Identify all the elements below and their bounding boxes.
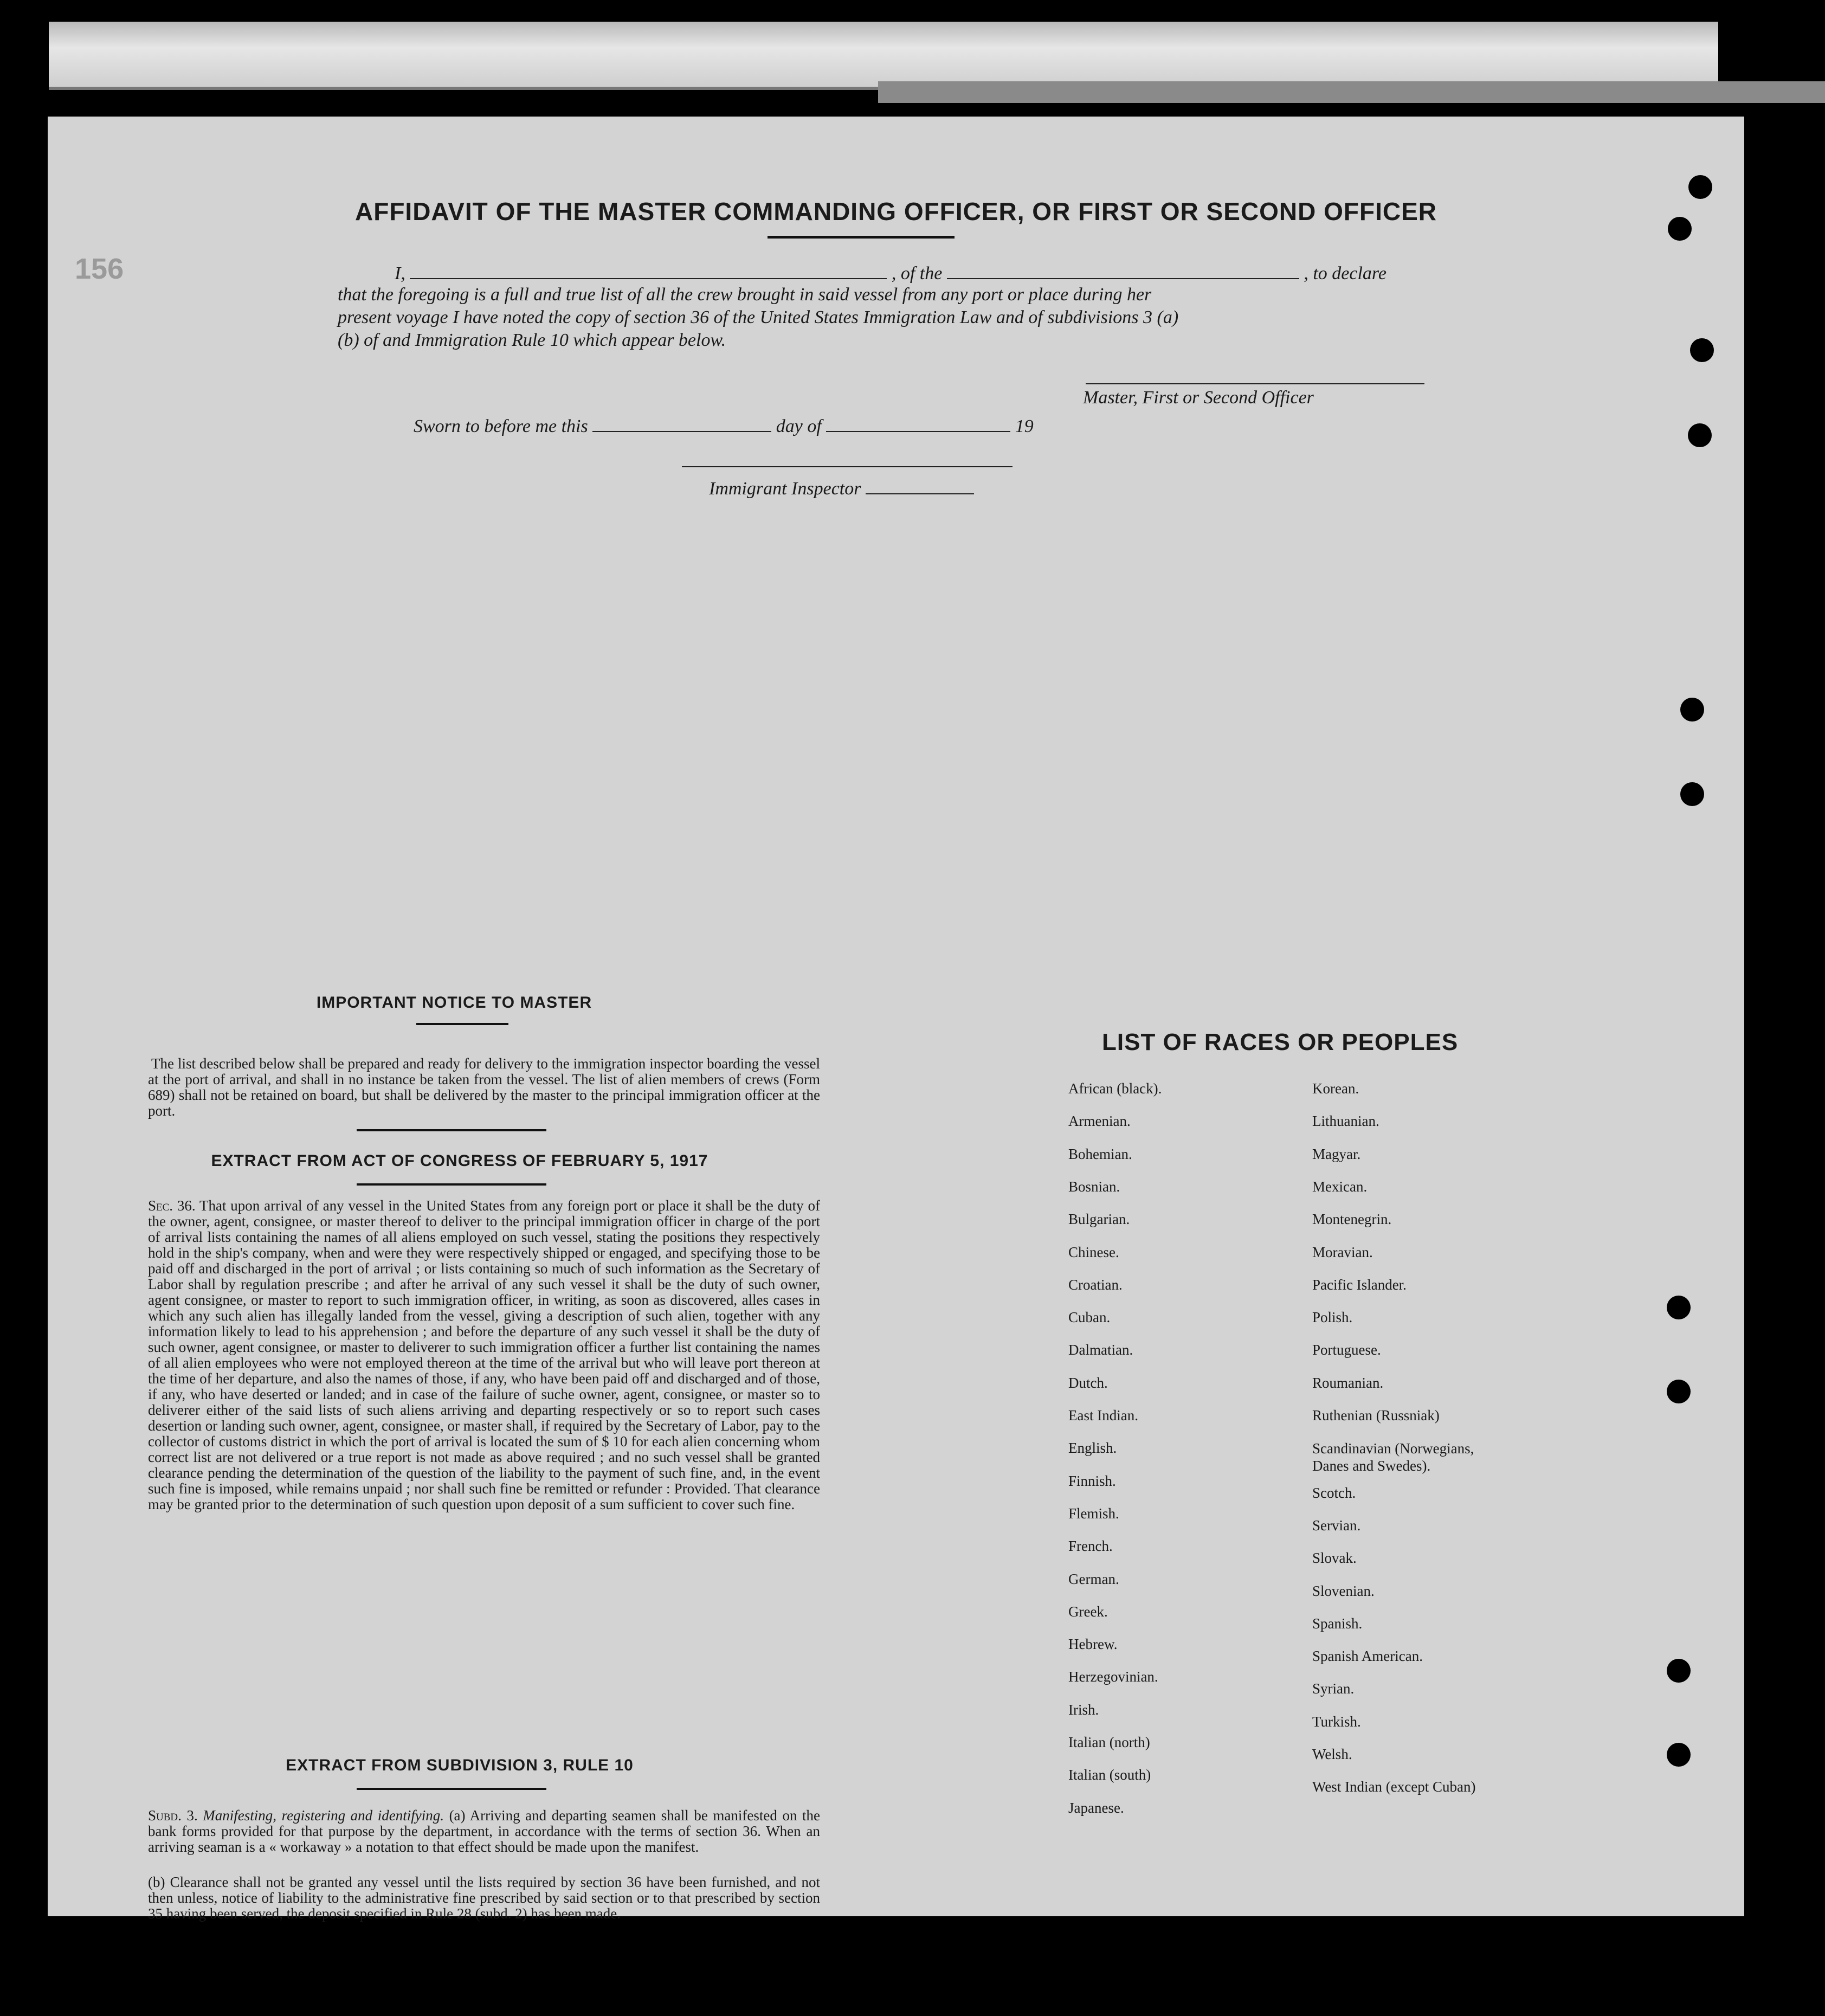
race-item: Scandinavian (Norwegians, Danes and Swedes). xyxy=(1312,1440,1474,1474)
act-sec-label: Sec. 36. xyxy=(148,1197,196,1214)
notice-text: The list described below shall be prepared and ready for delivery to the immigration inspector boarding the vessel at the port of arrival, and shall in no instance be taken from the vessel. The list of alien members of crews (Form 689) shall not be retained on board, but shall be delivered by the master to the principal immigration officer at the port. xyxy=(148,1055,820,1119)
race-item: Scotch. xyxy=(1312,1484,1356,1501)
race-item: Flemish. xyxy=(1068,1505,1119,1522)
race-item: Magyar. xyxy=(1312,1145,1361,1162)
subd-title: Manifesting, registering and identifying. xyxy=(203,1807,444,1824)
race-item: English. xyxy=(1068,1440,1117,1457)
race-item: Lithuanian. xyxy=(1312,1113,1379,1130)
race-item: Spanish. xyxy=(1312,1615,1363,1632)
binder-hole xyxy=(1688,423,1712,447)
race-item: Slovenian. xyxy=(1312,1582,1375,1599)
binder-hole xyxy=(1680,698,1704,722)
binder-hole xyxy=(1688,175,1712,199)
inspector-label-text: Immigrant Inspector xyxy=(709,479,861,499)
year-label: 19 xyxy=(1015,416,1034,436)
binder-hole xyxy=(1668,217,1692,241)
month-field[interactable] xyxy=(826,415,1010,432)
race-item: Polish. xyxy=(1312,1309,1353,1326)
rule-heading: EXTRACT FROM SUBDIVISION 3, RULE 10 xyxy=(286,1756,634,1774)
race-item: Italian (south) xyxy=(1068,1767,1151,1783)
binder-hole xyxy=(1667,1296,1691,1319)
strip-shadow xyxy=(878,81,1825,103)
race-item: French. xyxy=(1068,1538,1113,1555)
race-item: Montenegrin. xyxy=(1312,1211,1392,1228)
signature-label: Master, First or Second Officer xyxy=(1083,388,1314,408)
race-item: Cuban. xyxy=(1068,1309,1111,1326)
race-item: Irish. xyxy=(1068,1701,1099,1718)
act-text xyxy=(148,1198,820,1512)
stamp-number: 156 xyxy=(75,253,124,285)
race-item: Moravian. xyxy=(1312,1244,1373,1260)
race-item: Bohemian. xyxy=(1068,1145,1132,1162)
inspector-field[interactable] xyxy=(866,477,974,494)
race-item: Mexican. xyxy=(1312,1178,1368,1195)
race-item: Pacific Islander. xyxy=(1312,1276,1407,1293)
notice-heading: IMPORTANT NOTICE TO MASTER xyxy=(316,994,592,1012)
race-item: Finnish. xyxy=(1068,1472,1116,1489)
of-the-label: , of the xyxy=(891,263,943,284)
notice-end-rule xyxy=(357,1129,546,1131)
race-item: Ruthenian (Russniak) xyxy=(1312,1407,1440,1424)
race-item: Herzegovinian. xyxy=(1068,1669,1158,1685)
race-item: Japanese. xyxy=(1068,1799,1124,1816)
binder-hole xyxy=(1667,1659,1691,1683)
inspector-label xyxy=(709,477,974,499)
day-field[interactable] xyxy=(592,415,771,432)
race-item: Bosnian. xyxy=(1068,1178,1120,1195)
race-item: West Indian (except Cuban) xyxy=(1312,1779,1476,1795)
race-item: Armenian. xyxy=(1068,1113,1131,1130)
act-rule xyxy=(357,1183,546,1186)
binder-hole xyxy=(1690,338,1714,362)
race-item: Croatian. xyxy=(1068,1276,1123,1293)
document-page xyxy=(48,117,1744,1922)
race-item: Dalmatian. xyxy=(1068,1342,1133,1358)
act-heading: EXTRACT FROM ACT OF CONGRESS OF FEBRUARY 5, 1917 xyxy=(211,1152,708,1170)
rule-text-a xyxy=(148,1808,820,1855)
name-field[interactable] xyxy=(410,262,887,279)
sworn-line xyxy=(414,415,1034,437)
binder-hole xyxy=(1667,1380,1691,1403)
title-rule xyxy=(768,236,955,239)
rule-rule xyxy=(357,1788,546,1790)
notice-rule xyxy=(416,1023,508,1025)
inspector-signature-field[interactable] xyxy=(682,450,1013,467)
race-item: Bulgarian. xyxy=(1068,1211,1130,1228)
race-item: Greek. xyxy=(1068,1603,1108,1620)
binder-hole xyxy=(1680,782,1704,806)
affidavit-line1 xyxy=(395,262,1387,284)
affidavit-line3: present voyage I have noted the copy of section 36 of the United States Immigration Law and of subdivisions 3 (a) xyxy=(338,307,1179,327)
affidavit-line4: (b) of and Immigration Rule 10 which appear below. xyxy=(338,330,726,350)
i-label: I, xyxy=(395,263,405,284)
rule-text-b: (b) Clearance shall not be granted any vessel until the lists required by section 36 have been furnished, and not then unless, notice of liability to the administrative fine prescribed by said section or to that prescribed by section 35 having been served, the deposit specified in Rule 28 (subd. 2) has been made. xyxy=(148,1874,820,1922)
race-item: Syrian. xyxy=(1312,1680,1355,1697)
affidavit-title: AFFIDAVIT OF THE MASTER COMMANDING OFFICER, OR FIRST OR SECOND OFFICER xyxy=(355,197,1437,226)
race-item: Chinese. xyxy=(1068,1244,1119,1260)
race-item: Welsh. xyxy=(1312,1746,1352,1762)
race-item: African (black). xyxy=(1068,1080,1162,1097)
race-item: Spanish American. xyxy=(1312,1648,1423,1665)
affidavit-line2: that the foregoing is a full and true list of all the crew brought in said vessel from any port or place during her xyxy=(338,285,1152,305)
race-item: Slovak. xyxy=(1312,1550,1357,1567)
top-paper-strip xyxy=(49,22,1718,90)
subd-label: Subd. 3. xyxy=(148,1807,198,1824)
race-item: Turkish. xyxy=(1312,1713,1361,1730)
rule-a-body: (a) Arriving and departing seamen shall be manifested on the bank forms provided for that purpose by the department, in accordance with the terms of section 36. When an arriving seaman is a « workaway » a notation to that effect should be made upon the manifest. xyxy=(148,1807,821,1855)
race-item: German. xyxy=(1068,1570,1119,1587)
race-item: Dutch. xyxy=(1068,1374,1108,1391)
race-item: Servian. xyxy=(1312,1517,1361,1534)
races-title: LIST OF RACES OR PEOPLES xyxy=(1102,1029,1459,1055)
race-item: Korean. xyxy=(1312,1080,1359,1097)
signature-field[interactable] xyxy=(1086,367,1424,384)
day-of-label: day of xyxy=(776,416,822,436)
vessel-field[interactable] xyxy=(947,262,1299,279)
race-item: Portuguese. xyxy=(1312,1342,1381,1358)
sworn-label: Sworn to before me this xyxy=(414,416,588,436)
to-declare-label: , to declare xyxy=(1304,263,1387,284)
race-item: Hebrew. xyxy=(1068,1636,1118,1653)
race-item: East Indian. xyxy=(1068,1407,1138,1424)
race-item: Roumanian. xyxy=(1312,1374,1384,1391)
act-body: That upon arrival of any vessel in the United States from any foreign port or place it shall be the duty of the owner, agent, consignee, or master thereof to deliver to the principal immigration officer in charge of the port of arrival lists containing the names of all aliens employed on such vessel, stating the positions they respectively hold in the ship's company, when and were they were respectively shipped or engaged, and specifying those to be paid off and discharged in the port of arrival ; or lists containing so much of such information as the Secretary of Labor shall by regulation prescribe ; and after he arrival of any such vessel it shall be the duty of such owner, agent consignee, or master to report to such immigration officer, in writing, as soon as discovered, alles cases in which any such alien has illegally landed from the vessel, giving a description of such alien, together with any information likely to lead to his apprehension ; and before the departure of any such vessel it shall be the duty of such owner, agent consignee, or master to deliverer to such immigration officer a further list containing the names of all alien employees who were not employed thereon at the time of the arrival but who will leave port thereon at the time of her departure, and also the names of those, if any, who have been paid off and discharged and of those, if any, who have deserted or landed; and in case of the failure of suche owner, agent, consignee, or master so to deliverer either of the said lists of such aliens arriving and departing respectively or so to report such cases desertion or landing such owner, agent, consignee, or master shall, if required by the Secretary of Labor, pay to the collector of customs district in which the port of arrival is located the sum of $ 10 for each alien concerning whom correct list are not delivered or a true report is not made as above required ; and no such vessel shall be granted clearance pending the determination of the question of the liability to the payment of such fine, and, in the event such fine is imposed, while remains unpaid ; nor shall such fine be remitted or refunder : Provided. That clearance may be granted prior to the determination of such question upon deposit of a sum sufficient to cover such fine. xyxy=(148,1197,820,1512)
binder-hole xyxy=(1667,1743,1691,1767)
race-item: Italian (north) xyxy=(1068,1734,1150,1750)
